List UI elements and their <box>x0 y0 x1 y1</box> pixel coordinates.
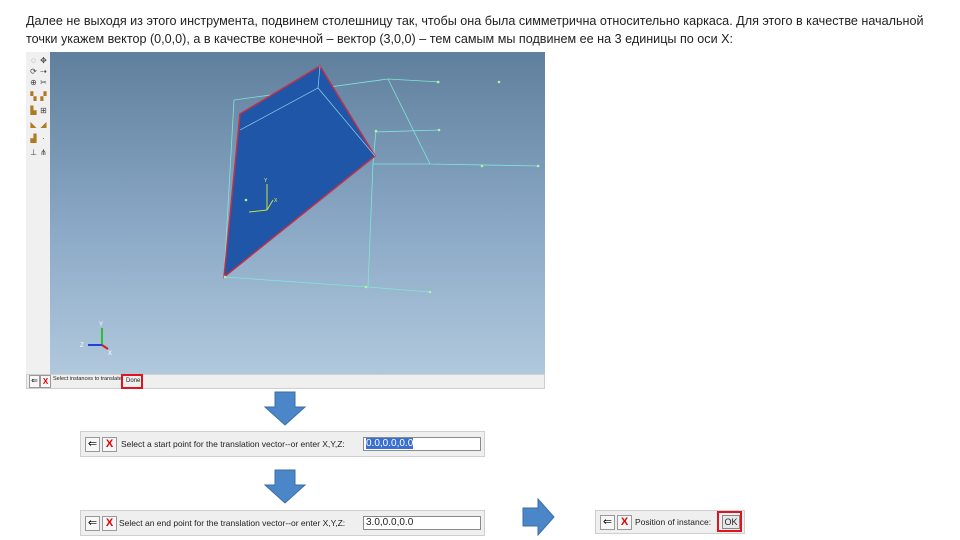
start-point-value: 0.0,0.0,0.0 <box>366 438 414 449</box>
prompt-bar-select-instances <box>26 374 545 389</box>
prompt-text: Select instances to translate <box>53 376 122 382</box>
caption-line-2: точки укажем вектор (0,0,0), а в качестве конечной – вектор (3,0,0) – тем самым мы подвинем ее на 3 единицы по оси X: <box>26 32 734 46</box>
cancel-x-icon[interactable]: X <box>102 516 117 531</box>
cancel-x-icon[interactable]: X <box>40 375 51 388</box>
viewport-canvas[interactable] <box>50 52 545 374</box>
prompt-text: Select a start point for the translation vector--or enter X,Y,Z: <box>121 439 345 449</box>
prompt-bar-end-point <box>80 510 485 536</box>
down-arrow-icon <box>263 391 307 427</box>
back-arrow-icon[interactable]: ⇐ <box>600 515 615 530</box>
back-arrow-icon[interactable]: ⇐ <box>85 516 100 531</box>
highlight-done-button <box>121 374 143 389</box>
triad-y-label: Y <box>99 322 104 328</box>
caption-line-1: Далее не выходя из этого инструмента, подвинем столешницу так, чтобы она была симметрична относительно каркаса. Для этого в качестве начальной <box>26 14 924 28</box>
cut-icon[interactable]: ✂ <box>40 78 47 87</box>
toolbox <box>26 52 51 374</box>
end-point-input[interactable] <box>363 516 481 530</box>
highlight-ok-button <box>717 511 742 532</box>
model-drawing <box>50 52 545 374</box>
edge-icon[interactable]: ◣ <box>30 120 37 129</box>
instance-icon[interactable]: ▙ <box>30 106 37 115</box>
select-icon[interactable]: ◌ <box>31 56 36 65</box>
merge-icon[interactable]: ⊕ <box>30 78 37 87</box>
start-point-input[interactable] <box>363 437 481 451</box>
triad-x-label: X <box>108 351 113 357</box>
triad-z-label: Z <box>80 343 84 349</box>
back-arrow-icon[interactable]: ⇐ <box>29 375 40 388</box>
constraint-icon[interactable]: ⊞ <box>40 106 47 115</box>
csys-icon[interactable]: ⊥ <box>30 148 37 157</box>
point-icon[interactable]: · <box>42 134 45 143</box>
cancel-x-icon[interactable]: X <box>617 515 632 530</box>
cancel-x-icon[interactable]: X <box>102 437 117 452</box>
prompt-bar-start-point <box>80 431 485 457</box>
prompt-text: Select an end point for the translation vector--or enter X,Y,Z: <box>119 518 346 528</box>
down-arrow-icon <box>263 469 307 505</box>
datum-icon[interactable]: ⋔ <box>40 148 47 157</box>
radial-pattern-icon[interactable]: ▞ <box>40 92 47 101</box>
model-triad-y-label: Y <box>264 178 268 184</box>
rotate-icon[interactable]: ⟳ <box>30 67 37 76</box>
right-arrow-icon <box>522 498 556 536</box>
move-icon[interactable]: ✥ <box>40 56 47 65</box>
done-button[interactable]: Done <box>126 378 141 384</box>
back-arrow-icon[interactable]: ⇐ <box>85 437 100 452</box>
model-triad-x-label: X <box>274 198 278 204</box>
prompt-text: Position of instance: <box>635 517 712 527</box>
pattern-icon[interactable]: ▚ <box>30 92 37 101</box>
end-point-value: 3.0,0.0,0.0 <box>366 517 414 528</box>
translate-icon[interactable]: ⇢ <box>40 67 47 76</box>
axis-icon[interactable]: ▟ <box>30 134 37 143</box>
ok-button[interactable]: OK <box>722 515 740 529</box>
plane-icon[interactable]: ◢ <box>40 120 47 129</box>
instruction-caption <box>26 12 946 48</box>
global-triad <box>88 328 108 349</box>
